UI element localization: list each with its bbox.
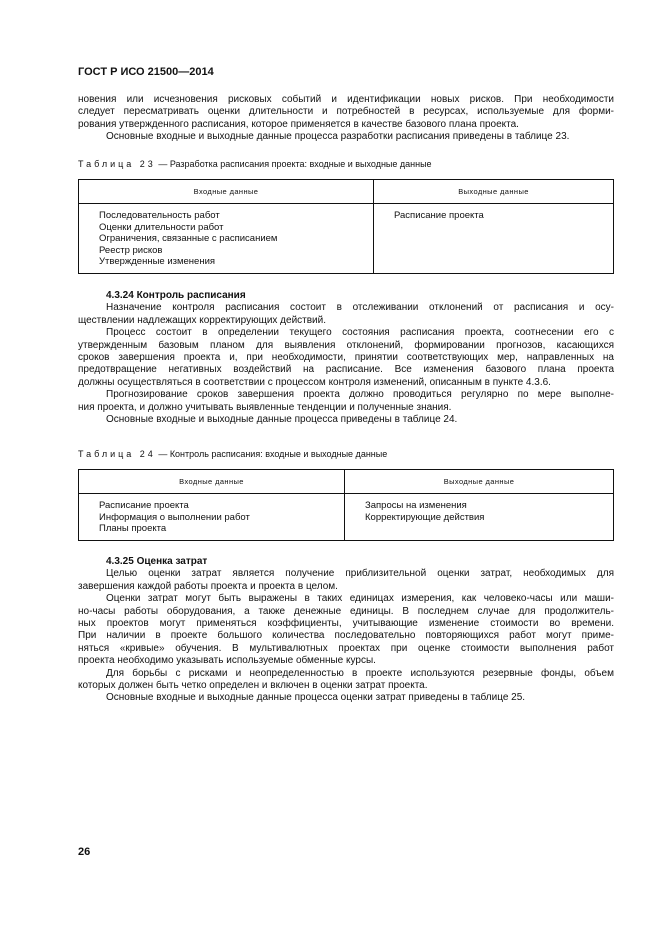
- column-header-inputs: Входные данные: [79, 180, 374, 204]
- table-header-row: [79, 470, 614, 494]
- table-row: [79, 494, 614, 541]
- paragraph-line: сроков завершения проекта и, при необходимости, принятии соответствующих мер, направленных на: [78, 351, 614, 363]
- outputs-cell: [345, 494, 614, 541]
- list-item: Последовательность работ: [99, 210, 220, 221]
- paragraph-line: Целью оценки затрат является получение приблизительной оценки затрат, необходимых для: [106, 568, 614, 580]
- paragraph-line: которых должен быть четко определен и включен в оценки затрат проекта.: [78, 679, 428, 691]
- paragraph-line: следует пересматривать оценки длительности и потребностей в ресурсах, используемые для форми-: [78, 106, 614, 118]
- section-4-3-25: [78, 556, 614, 705]
- paragraph-line: ных проектов могут применяться коэффициенты, учитывающие изменение стоимости во времени.: [78, 617, 614, 629]
- column-header-inputs: Входные данные: [79, 470, 345, 494]
- paragraph-line: Прогнозирование сроков завершения проекта должно проводиться регулярно по мере выполне-: [106, 389, 614, 401]
- column-header-outputs: Выходные данные: [374, 180, 614, 204]
- table-23-caption: [78, 159, 432, 169]
- list-item: Планы проекта: [99, 523, 167, 535]
- paragraph-line: новения или исчезновения рисковых событий и идентификации новых рисков. При необходимости: [78, 94, 614, 105]
- paragraph-line: Основные входные и выходные данные процесса разработки расписания приведены в таблице 23.: [106, 131, 570, 143]
- table-24: [78, 469, 614, 541]
- paragraph-line: но-часы работы оборудования, а также денежные единицы. В последнем случае для продолжитель-: [78, 605, 614, 617]
- list-item: Информация о выполнении работ: [99, 511, 250, 523]
- paragraph-line: Процесс состоит в определении текущего состояния расписания проекта, соотнесении его с: [106, 327, 614, 339]
- table-24-title: — Контроль расписания: входные и выходные данные: [155, 449, 388, 459]
- paragraph-line: Назначение контроля расписания состоит в отслеживании отклонений от расписания и осу-: [106, 302, 614, 314]
- section-4-3-24: [78, 290, 614, 426]
- paragraph-line: ния проекта, и должно учитывать выявленные тенденции и полученные знания.: [78, 401, 452, 413]
- inputs-cell: [79, 494, 345, 541]
- paragraph-line: рования утвержденного расписания, которое применяется в качестве базового плана проекта.: [78, 118, 519, 130]
- section-heading: 4.3.25 Оценка затрат: [106, 556, 208, 567]
- paragraph-line: предотвращение негативных воздействий на расписание. Все изменения базового плана проекта: [78, 364, 614, 376]
- paragraph-line: завершения каждой работы проекта и проекта в целом.: [78, 580, 338, 592]
- paragraph-line: должны осуществляться в соответствии с процессом контроля изменений, описанным в пункте 4.3.6.: [78, 376, 551, 388]
- table-24-label: Таблица 24: [78, 449, 156, 459]
- list-item: Утвержденные изменения: [99, 256, 216, 268]
- document-header: ГОСТ Р ИСО 21500—2014: [78, 66, 214, 78]
- list-item: Корректирующие действия: [365, 511, 485, 523]
- paragraph-line: При наличии в проекте большого количества последовательно повторяющихся работ могут приме-: [78, 630, 614, 642]
- table-23: [78, 179, 614, 274]
- outputs-cell: [374, 204, 614, 274]
- paragraph-line: утвержденным базовым планом для выявления отклонений, формировании прогнозов, касающихся: [78, 339, 614, 351]
- page-number: 26: [78, 846, 91, 858]
- paragraph-line: Основные входные и выходные данные процесса оценки затрат приведены в таблице 25.: [106, 692, 526, 704]
- paragraph-line: Для борьбы с рисками и неопределенностью в проекте используются резервные фонды, объем: [106, 667, 614, 679]
- table-24-caption: [78, 449, 387, 459]
- column-header-outputs: Выходные данные: [345, 470, 614, 494]
- list-item: Ограничения, связанные с расписанием: [99, 233, 278, 245]
- table-23-label: Таблица 23: [78, 159, 156, 169]
- list-item: Оценки длительности работ: [99, 221, 224, 233]
- list-item: Реестр рисков: [99, 244, 163, 256]
- table-23-title: — Разработка расписания проекта: входные и выходные данные: [155, 159, 432, 169]
- text-block-a: [78, 94, 614, 144]
- paragraph-line: няться «кривые» обучения. В мультивалютных проектах при оценке стоимости выполнения работ: [78, 642, 614, 654]
- table-header-row: [79, 180, 614, 204]
- list-item: Расписание проекта: [394, 210, 484, 221]
- section-heading: 4.3.24 Контроль расписания: [106, 290, 246, 301]
- list-item: Расписание проекта: [99, 500, 189, 511]
- inputs-cell: [79, 204, 374, 274]
- paragraph-line: Оценки затрат могут быть выражены в таких единицах измерения, как человеко-часы или маши-: [106, 593, 614, 605]
- list-item: Запросы на изменения: [365, 500, 467, 511]
- paragraph-line: Основные входные и выходные данные процесса приведены в таблице 24.: [106, 413, 458, 425]
- paragraph-line: ществлении надлежащих корректирующих действий.: [78, 314, 327, 326]
- paragraph-line: проекта необходимо указывать используемые обменные курсы.: [78, 655, 376, 667]
- table-row: [79, 204, 614, 274]
